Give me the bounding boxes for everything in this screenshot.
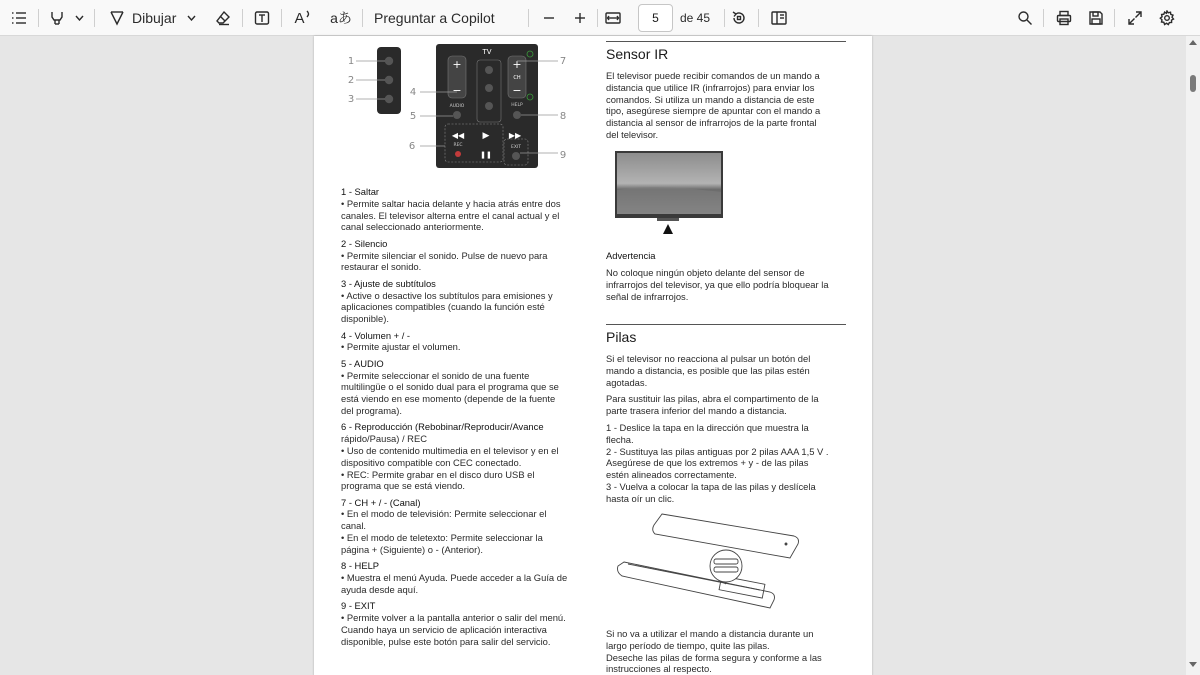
description-item <box>341 278 586 325</box>
text-line: Asegúrese de que los extremos + y - de las pilas <box>606 457 809 469</box>
callout-7: 7 <box>559 56 567 67</box>
text-line: restaurar el sonido. <box>341 261 422 273</box>
description-item <box>341 238 586 273</box>
text-line: • Muestra el menú Ayuda. Puede acceder a la Guía de <box>341 572 568 584</box>
tv-label: TV <box>482 48 492 56</box>
description-heading: 2 - Silencio <box>341 237 388 249</box>
description-heading: 5 - AUDIO <box>341 357 384 369</box>
text-line: comandos. Si utiliza un mando a distancia de este <box>606 93 815 105</box>
svg-text:❚❚: ❚❚ <box>480 151 492 159</box>
tv-sensor-illustration <box>614 150 726 238</box>
text-line: página + (Siguiente) o - (Anterior). <box>341 543 483 555</box>
exit-button <box>512 152 520 160</box>
text-line: Cuando haya un servicio de aplicación interactiva <box>341 623 547 635</box>
description-item <box>341 330 586 354</box>
text-line: Si el televisor no reacciona al pulsar un botón del <box>606 353 811 364</box>
text-line: largo período de tiempo, quite las pilas. <box>606 639 770 651</box>
highlight-chevron-down-icon[interactable] <box>72 0 86 36</box>
text-line: canal seleccionado anteriormente. <box>341 221 484 233</box>
description-item <box>341 560 586 595</box>
pilas-intro <box>606 353 848 388</box>
description-heading: 8 - HELP <box>341 560 380 572</box>
text-line: 3 - Vuelva a colocar la tapa de las pilas y deslícela <box>606 480 816 492</box>
text-line: rápido/Pausa) / REC <box>341 433 427 445</box>
vertical-scrollbar[interactable] <box>1186 36 1200 675</box>
section-rule <box>606 41 846 42</box>
text-line: dispositivo compatible con CEC conectado. <box>341 456 522 468</box>
battery-replacement-illustration <box>610 510 806 614</box>
description-heading: 1 - Saltar <box>341 186 380 197</box>
description-item <box>341 358 586 417</box>
text-line: • Permite volver a la pantalla anterior o salir del menú. <box>341 612 566 624</box>
text-line: No coloque ningún objeto delante del sensor de <box>606 267 805 278</box>
description-heading: 6 - Reproducción (Rebobinar/Reproducir/Avance <box>341 421 544 433</box>
text-line: está viendo en ese momento (depende de la fuente <box>341 393 556 405</box>
audio-button <box>453 111 461 119</box>
subtitle-button <box>385 95 393 103</box>
print-icon[interactable] <box>1053 0 1075 36</box>
text-line: aplicaciones compatibles (cuando la función esté <box>341 301 545 313</box>
text-line: Para sustituir las pilas, abra el compartimento de la <box>606 393 819 404</box>
ask-copilot-button[interactable] <box>374 0 498 36</box>
help-button <box>513 111 521 119</box>
scroll-down-icon[interactable] <box>1189 662 1197 667</box>
svg-text:+: + <box>452 58 462 71</box>
save-icon[interactable] <box>1085 0 1107 36</box>
copilot-label: Preguntar a Copilot <box>374 10 495 26</box>
text-line: tipo, asegúrese siempre de apuntar con el mando a <box>606 105 821 117</box>
text-line: estén alineados correctamente. <box>606 469 737 481</box>
description-heading: 7 - CH + / - (Canal) <box>341 496 421 508</box>
text-line: disponible, pulse este botón para salir del servicio. <box>341 635 551 647</box>
text-line: infrarrojos del televisor, ya que ello podría bloquear la <box>606 278 829 290</box>
toolbar-divider <box>597 9 598 27</box>
pdf-toolbar <box>0 0 1200 36</box>
description-heading: 9 - EXIT <box>341 600 376 612</box>
page-number-input[interactable] <box>638 4 673 32</box>
toolbar-divider <box>1043 9 1044 27</box>
sensor-arrow-icon <box>663 224 673 234</box>
text-line: canal. <box>341 520 367 532</box>
scroll-up-icon[interactable] <box>1189 40 1197 45</box>
draw-button[interactable] <box>132 0 178 36</box>
text-line: • Uso de contenido multimedia en el televisor y en el <box>341 444 559 456</box>
svg-text:◀◀: ◀◀ <box>451 131 465 140</box>
two-page-view-icon[interactable] <box>768 0 790 36</box>
page-total <box>680 0 720 36</box>
toolbar-divider <box>1114 9 1115 27</box>
text-line: disponible). <box>341 313 389 325</box>
text-line: del televisor. <box>606 128 659 140</box>
text-line: • En el modo de televisión: Permite seleccionar el <box>341 508 547 520</box>
translate-glyph: aあ <box>330 10 352 26</box>
pilas-closing <box>606 628 848 675</box>
text-line: • Permite seleccionar el sonido de una fuente <box>341 369 530 381</box>
toolbar-divider <box>281 9 282 27</box>
text-line: distancia al sensor de infrarrojos de la parte frontal <box>606 117 817 129</box>
callout-8: 8 <box>559 111 567 122</box>
text-line: 2 - Sustituya las pilas antiguas por 2 pilas AAA 1,5 V . <box>606 445 829 457</box>
text-line: 1 - Deslice la tapa en la dirección que muestra la <box>606 422 809 433</box>
text-line: Deseche las pilas de forma segura y conforme a las <box>606 651 822 663</box>
pilas-instructions <box>606 393 848 417</box>
text-line: agotadas. <box>606 376 648 388</box>
callout-3: 3 <box>347 94 355 105</box>
rotate-icon[interactable] <box>728 0 750 36</box>
toolbar-divider <box>362 9 363 27</box>
text-line: ayuda desde aquí. <box>341 583 419 595</box>
text-line: mando a distancia, es posible que las pilas estén <box>606 364 810 376</box>
text-line: multilingüe o el sonido dual para el programa que se <box>341 381 559 393</box>
text-line: hasta oír un clic. <box>606 492 675 504</box>
read-aloud-icon[interactable] <box>291 0 315 36</box>
text-line: del programa). <box>341 404 402 416</box>
draw-chevron-down-icon[interactable] <box>184 0 198 36</box>
text-line: parte trasera inferior del mando a distancia. <box>606 404 787 416</box>
toolbar-divider <box>758 9 759 27</box>
callout-4: 4 <box>409 87 417 98</box>
draw-label: Dibujar <box>132 10 177 26</box>
highlight-icon[interactable] <box>46 0 68 36</box>
text-line: El televisor puede recibir comandos de un mando a <box>606 70 820 81</box>
draw-pen-icon[interactable] <box>106 0 128 36</box>
ch-label: CH <box>513 75 521 81</box>
fit-page-icon[interactable] <box>602 0 624 36</box>
text-line: programa que se está viendo. <box>341 480 466 492</box>
callout-2: 2 <box>347 75 355 86</box>
eraser-icon[interactable] <box>212 0 234 36</box>
help-label: HELP <box>511 103 523 108</box>
callout-1: 1 <box>347 56 355 67</box>
text-line: instrucciones al respecto. <box>606 663 712 675</box>
svg-text:−: − <box>512 84 522 97</box>
warning-title: Advertencia <box>606 250 656 261</box>
settings-gear-icon[interactable] <box>1156 0 1178 36</box>
page-total-label: de 45 <box>680 11 711 25</box>
callout-9: 9 <box>559 150 567 161</box>
warning-body <box>606 267 848 302</box>
description-item <box>341 497 586 556</box>
contents-icon[interactable] <box>6 0 32 36</box>
toolbar-divider <box>94 9 95 27</box>
description-item <box>341 421 586 492</box>
text-box-icon[interactable] <box>251 0 273 36</box>
pdf-page <box>314 36 872 675</box>
text-line: • Permite saltar hacia delante y hacia atrás entre dos <box>341 197 561 209</box>
sensor-ir-body <box>606 70 848 141</box>
skip-button <box>385 57 393 65</box>
search-icon[interactable] <box>1014 0 1036 36</box>
text-line: • En el modo de teletexto: Permite seleccionar la <box>341 532 543 544</box>
description-heading: 4 - Volumen + / - <box>341 329 411 341</box>
text-line: distancia que utilice IR (infrarrojos) para enviar los <box>606 81 815 93</box>
button-descriptions <box>341 186 586 652</box>
pilas-steps <box>606 422 848 505</box>
translate-icon[interactable] <box>327 0 355 36</box>
toolbar-divider <box>528 9 529 27</box>
text-line: canales. El televisor alterna entre el canal actual y el <box>341 209 560 221</box>
description-item <box>341 186 586 233</box>
page-number-value: 5 <box>652 11 659 25</box>
callout-6: 6 <box>408 141 416 152</box>
section-rule <box>606 324 846 325</box>
exit-label: EXIT <box>510 145 522 150</box>
fullscreen-icon[interactable] <box>1124 0 1146 36</box>
sensor-ir-title: Sensor IR <box>606 46 669 62</box>
toolbar-divider <box>38 9 39 27</box>
svg-text:+: + <box>512 58 522 71</box>
audio-label: AUDIO <box>449 104 465 109</box>
text-line: Si no va a utilizar el mando a distancia durante un <box>606 628 814 639</box>
text-line: • Permite ajustar el volumen. <box>341 341 461 353</box>
toolbar-divider <box>724 9 725 27</box>
svg-text:−: − <box>452 84 462 97</box>
svg-text:▶▶: ▶▶ <box>508 131 522 140</box>
zoom-in-icon[interactable] <box>569 0 591 36</box>
zoom-out-icon[interactable] <box>538 0 560 36</box>
text-line: flecha. <box>606 433 634 445</box>
text-line: señal de infrarrojos. <box>606 290 689 302</box>
description-item <box>341 600 586 647</box>
scroll-thumb[interactable] <box>1190 75 1196 92</box>
svg-text:▶: ▶ <box>482 131 490 141</box>
callout-5: 5 <box>409 111 417 122</box>
text-line: • Permite silenciar el sonido. Pulse de nuevo para <box>341 249 548 261</box>
rec-label: REC <box>453 143 463 148</box>
remote-control-diagram <box>344 42 584 170</box>
text-line: • REC: Permite grabar en el disco duro USB el <box>341 468 535 480</box>
mute-button <box>385 76 393 84</box>
read-aloud-glyph: A <box>294 9 305 27</box>
toolbar-divider <box>242 9 243 27</box>
rec-button <box>455 151 461 157</box>
text-line: • Active o desactive los subtítulos para emisiones y <box>341 289 553 301</box>
pilas-title: Pilas <box>606 329 637 345</box>
description-heading: 3 - Ajuste de subtítulos <box>341 277 436 289</box>
